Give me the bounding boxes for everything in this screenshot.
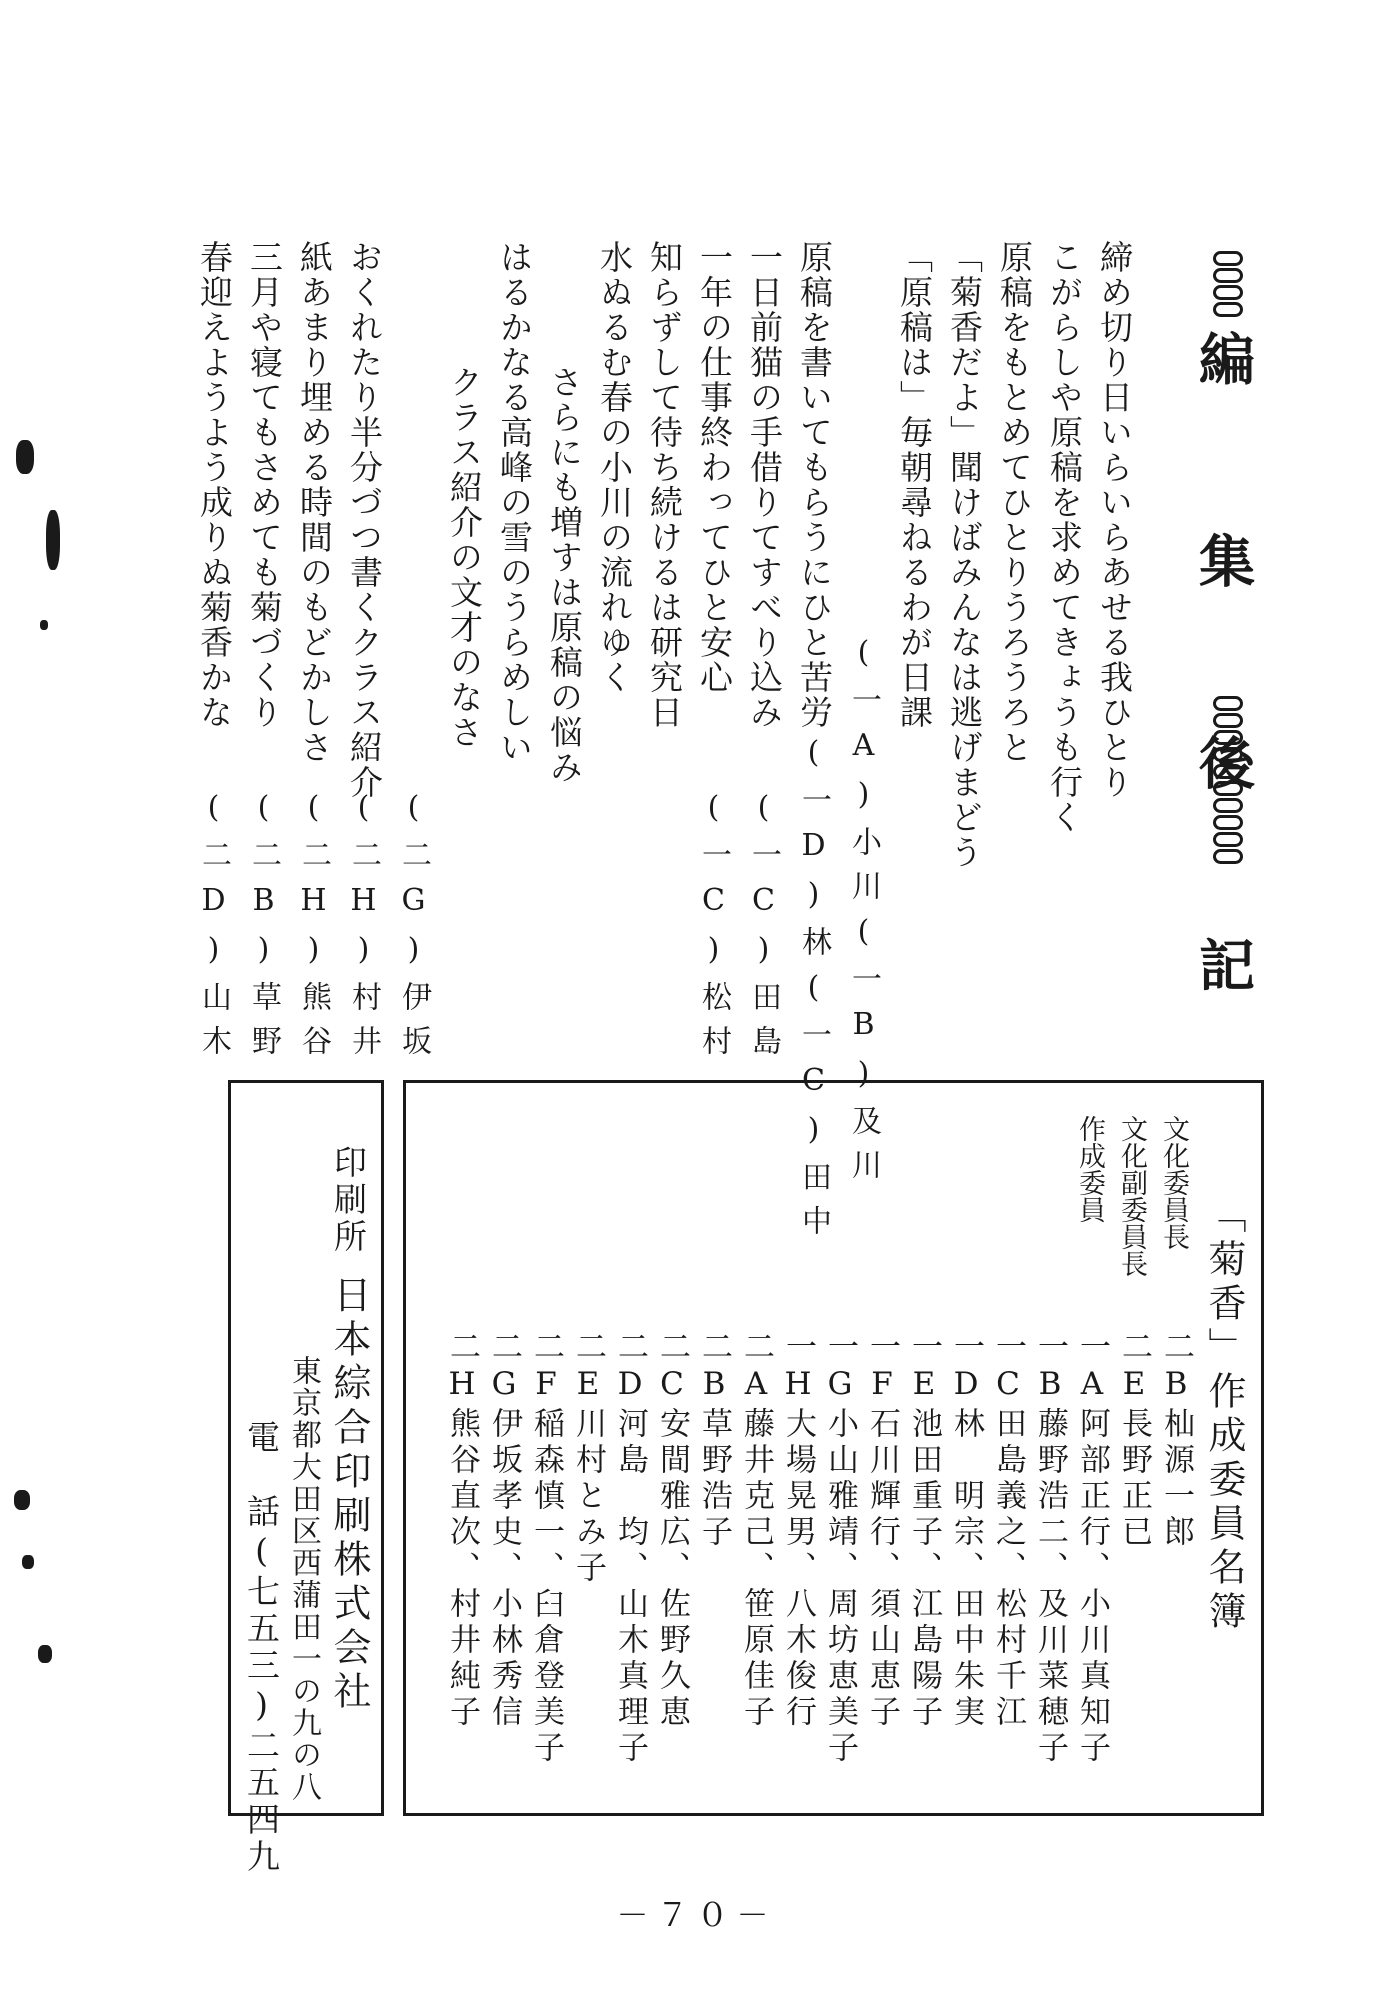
committee-member: 二E長野正已 — [1116, 1330, 1152, 1551]
poem-line: 原稿を書いてもらうにひと苦労 — [795, 240, 834, 730]
poem-line: 「原稿は」毎朝尋ねるわが日課 — [895, 240, 934, 730]
poem-author: (一D)林(一C)田中 — [796, 735, 831, 1249]
committee-member: 二D河島 均、山木真理子 — [612, 1330, 648, 1767]
poem-author: (一C)田島 — [746, 790, 781, 1069]
poem-line: はるかなる高峰の雪のうらめしい — [495, 240, 534, 765]
committee-member: 一E池田重子、江島陽子 — [906, 1330, 942, 1731]
scan-mark — [46, 510, 60, 570]
committee-member: 二B草野浩子 — [696, 1330, 732, 1551]
committee-member: 二C安間雅広、佐野久恵 — [654, 1330, 690, 1731]
printer-name: 日本綜合印刷株式会社 — [327, 1275, 371, 1715]
printer-label: 印刷所 — [329, 1145, 368, 1256]
committee-member: 二E川村とみ子 — [570, 1330, 606, 1587]
scan-mark — [22, 1555, 34, 1569]
committee-member: 二B杣源一郎 — [1158, 1330, 1194, 1551]
committee-title: 「菊香」作成委員名簿 — [1202, 1195, 1246, 1635]
poem-author: (二D)山木 — [196, 790, 231, 1069]
poem-line: おくれたり半分づつ書くクラス紹介 — [345, 240, 384, 800]
poem-line: 春迎えようよう成りぬ菊香かな — [195, 240, 234, 730]
poem-line: 知らずして待ち続けるは研究日 — [645, 240, 684, 730]
committee-member: 二G伊坂孝史、小林秀信 — [486, 1330, 522, 1731]
poem-line: さらにも増すは原稿の悩み — [545, 330, 584, 785]
poem-author: (一C)松村 — [696, 790, 731, 1069]
committee-member: 一B藤野浩二、及川菜穂子 — [1032, 1330, 1068, 1767]
committee-member: 一D林 明宗、田中朱実 — [948, 1330, 984, 1731]
poem-author: (一A)小川(一B)及川 — [846, 635, 881, 1193]
poem-line: こがらしや原稿を求めてきょうも行く — [1045, 240, 1084, 835]
poem-line: 一年の仕事終わってひと安心 — [695, 240, 734, 695]
committee-member: 一F石川輝行、須山恵子 — [864, 1330, 900, 1731]
poem-author: (二H)熊谷 — [296, 790, 331, 1069]
poem-line: 締め切り日いらいらあせる我ひとり — [1095, 240, 1134, 800]
poem-line: 原稿をもとめてひとりうろうろと — [995, 240, 1034, 765]
heading-ornament-top — [1213, 250, 1243, 318]
scan-mark — [40, 620, 48, 630]
editorial-title: 編 集 後 記 — [1190, 330, 1256, 1032]
poem-line: 水ぬるむ春の小川の流れゆく — [595, 240, 634, 695]
poem-line: 一日前猫の手借りてすべり込み — [745, 240, 784, 730]
poem-author: (二B)草野 — [246, 790, 281, 1069]
committee-member: 一G小山雅靖、周坊恵美子 — [822, 1330, 858, 1767]
heading-ornament-bottom — [1213, 695, 1243, 865]
committee-role: 作成委員 — [1074, 1115, 1105, 1223]
committee-member: 二F稲森慎一、臼倉登美子 — [528, 1330, 564, 1767]
committee-role: 文化委員長 — [1158, 1115, 1189, 1250]
poem-line: クラス紹介の文才のなさ — [445, 330, 484, 750]
poem-line: 紙あまり埋める時間のもどかしさ — [295, 240, 334, 765]
committee-member: 一A阿部正行、小川真知子 — [1074, 1330, 1110, 1767]
poem-author: (二G)伊坂 — [396, 790, 431, 1069]
printer-address: 東京都大田区西蒲田一の九の八 — [286, 1355, 321, 1803]
poem-author: (二H)村井 — [346, 790, 381, 1069]
committee-member: 二H熊谷直次、村井純子 — [444, 1330, 480, 1731]
scan-mark — [14, 1490, 30, 1510]
committee-member: 二A藤井克己、笹原佳子 — [738, 1330, 774, 1731]
scan-mark — [38, 1645, 52, 1663]
committee-role: 文化副委員長 — [1116, 1115, 1147, 1277]
scan-mark — [16, 440, 34, 474]
committee-member: 一H大場晃男、八木俊行 — [780, 1330, 816, 1731]
poem-line: 三月や寝てもさめても菊づくり — [245, 240, 284, 730]
printer-phone: 電 話(七五三)二五四九 — [242, 1420, 281, 1876]
committee-member: 一C田島義之、松村千江 — [990, 1330, 1026, 1731]
page-number: －７０－ — [616, 1896, 777, 1934]
poem-line: 「菊香だよ」聞けばみんなは逃げまどう — [945, 240, 984, 870]
